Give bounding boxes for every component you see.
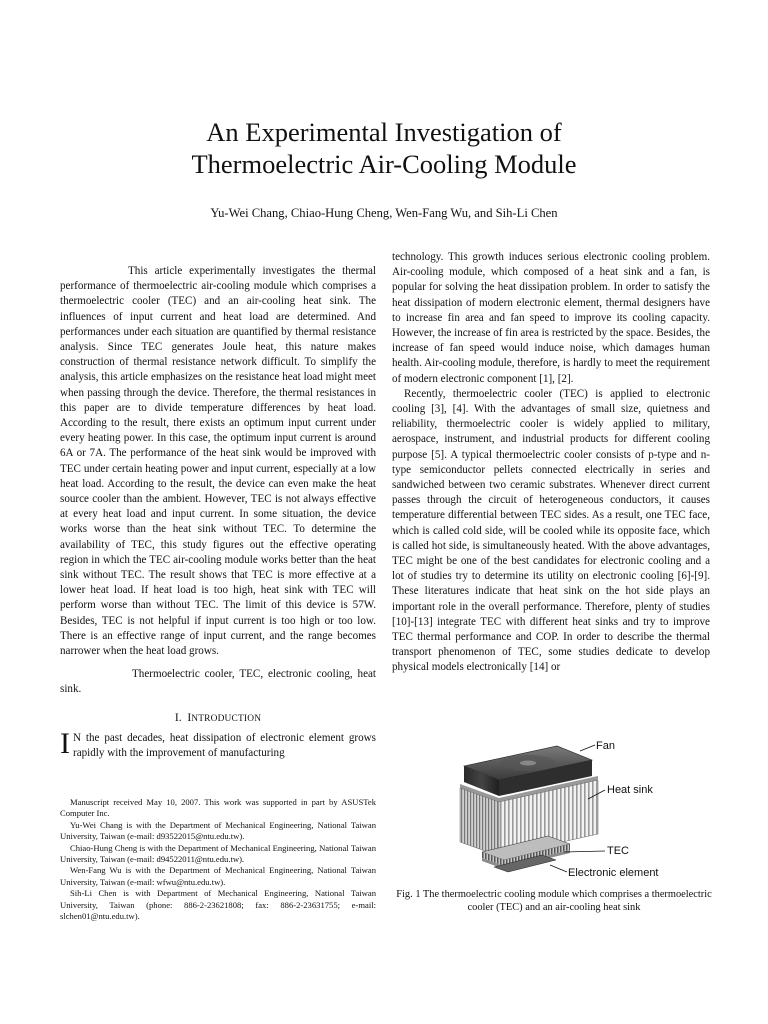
- section-number: I.: [174, 710, 182, 724]
- section-title-initial: I: [187, 710, 192, 724]
- section-title-rest: NTRODUCTION: [191, 713, 262, 724]
- intro-paragraph: [60, 726, 376, 761]
- body-paragraph-2: Recently, thermoelectric cooler (TEC) is applied to electronic cooling [3], [4]. With the advantages of small size, quietness and reliability, thermoelectric cooler is widely applied to military, aerospace, instrument, and industrial products for different cooling purpose [5]. A typical thermoelectric cooler consists of p-type and n-type semiconductor pellets connected electrically in series and sandwiched between two ceramic substrates. Whenever direct current passes through the circuit of heterogeneous conductors, it causes temperature differential between TEC sides. As a result, one TEC face, which is called cold side, will be cooled while its opposite face, which is called hot side, is simultaneously heated. With the above advantages, TEC might be one of the best candidates for electronic cooling and a lot of studies try to determine its utility on electronic cooling [6]-[9]. These literatures indicate that heat sink on the hot side plays an important role in the overall performance. Therefore, plenty of studies [10]-[13] integrate TEC with different heat sinks and try to improve TEC thermal performance and COP. In order to describe the thermal transport phenomenon of TEC, some studies dedicate to develop physical models electronically [14] or: [392, 387, 710, 674]
- footnote-author-4: Sih-Li Chen is with Department of Mechanical Engineering, National Taiwan University, Taiwan (phone: 886-2-23621808; fax: 886-2-23631755; e-mail: slchen01@ntu.edu.tw).: [60, 888, 376, 922]
- abstract-text: This article experimentally investigates the thermal performance of thermoelectric air-cooling module which comprises a thermoelectric cooler (TEC) and an air-cooling heat sink. The influences of input current and heat load are determined. And performances under each situation are quantified by thermal resistance analysis. Since TEC generates Joule heat, this nature makes construction of thermal resistance network difficult. To simplify the analysis, this article emphasizes on the resistance heat load might meet when passing through the device. Therefore, the thermal resistances in this paper are to divide temperature differences by heat load. According to the result, there exists an optimum input current under every heating power. In this case, the optimum input current is around 6A or 7A. The performance of the heat sink would be improved with TEC under certain heating power and input current, especially at a low heat load. According to the result, the device can even make the heat source cooler than the ambient. However, TEC is not always effective at every heat load and input current. In some situation, the device works worse than the heat sink without TEC. To determine the availability of TEC, this study figures out the effective operating region in which the TEC air-cooling module works better than the heat sink without TEC. The result shows that TEC is more effective at a lower heat load. If heat load is too high, heat sink with TEC will perform worse than without TEC. The limit of this device is 57W. Besides, TEC is not helpful if input current is too high or too low. There is an effective range of input current, and the range becomes narrower when the heat load grows.: [60, 265, 376, 658]
- label-fan: Fan: [596, 740, 615, 752]
- figure-caption: Fig. 1 The thermoelectric cooling module which comprises a thermoelectric cooler (TEC) and an air-cooling heat sink: [396, 889, 712, 913]
- drop-cap: I: [60, 726, 70, 760]
- paper-title: [0, 116, 768, 180]
- footnote-author-2: Chiao-Hung Cheng is with the Department of Mechanical Engineering, National Taiwan University, Taiwan (e-mail: d94522011@ntu.edu.tw).: [60, 842, 376, 865]
- title-line-2: Thermoelectric Air-Cooling Module: [191, 149, 577, 179]
- section-heading-introduction: [60, 710, 376, 727]
- label-tec: TEC: [607, 845, 629, 857]
- module-illustration: [452, 734, 682, 884]
- author-list: Yu-Wei Chang, Chiao-Hung Cheng, Wen-Fang Wu, and Sih-Li Chen: [210, 206, 558, 220]
- left-column: [60, 264, 376, 761]
- footnotes: [60, 797, 376, 922]
- body-paragraph-1: technology. This growth induces serious electronic cooling problem. Air-cooling module, which composed of a heat sink and a fan, is popular for solving the heat dissipation problem. In order to satisfy the heat dissipation of modern electronic element, thermal designers have to increase fin area and fan speed to improve its cooling capacity. However, the increase of fin area is restricted by the space. Besides, the increase of fan speed would induce noise, which damages human health. Air-cooling module, therefore, is hardly to meet the requirement of modern electronic component [1], [2].: [392, 251, 710, 385]
- label-heat-sink: Heat sink: [607, 784, 653, 796]
- title-line-1: An Experimental Investigation of: [206, 117, 562, 147]
- footnote-manuscript: Manuscript received May 10, 2007. This work was supported in part by ASUSTek Computer Inc.: [60, 797, 376, 819]
- figure-1: [452, 734, 682, 884]
- intro-text: N the past decades, heat dissipation of electronic element grows rapidly with the improvement of manufacturing: [73, 731, 376, 760]
- footnote-author-3: Wen-Fang Wu is with the Department of Mechanical Engineering, National Taiwan University, Taiwan (e-mail: wfwu@ntu.edu.tw).: [60, 865, 376, 887]
- footnote-author-1: Yu-Wei Chang is with the Department of Mechanical Engineering, National Taiwan University, Taiwan (e-mail: d93522015@ntu.edu.tw).: [60, 819, 376, 842]
- right-column: [392, 250, 710, 676]
- index-terms: Thermoelectric cooler, TEC, electronic cooling, heat sink.: [60, 668, 376, 696]
- label-electronic-element: Electronic element: [568, 867, 659, 879]
